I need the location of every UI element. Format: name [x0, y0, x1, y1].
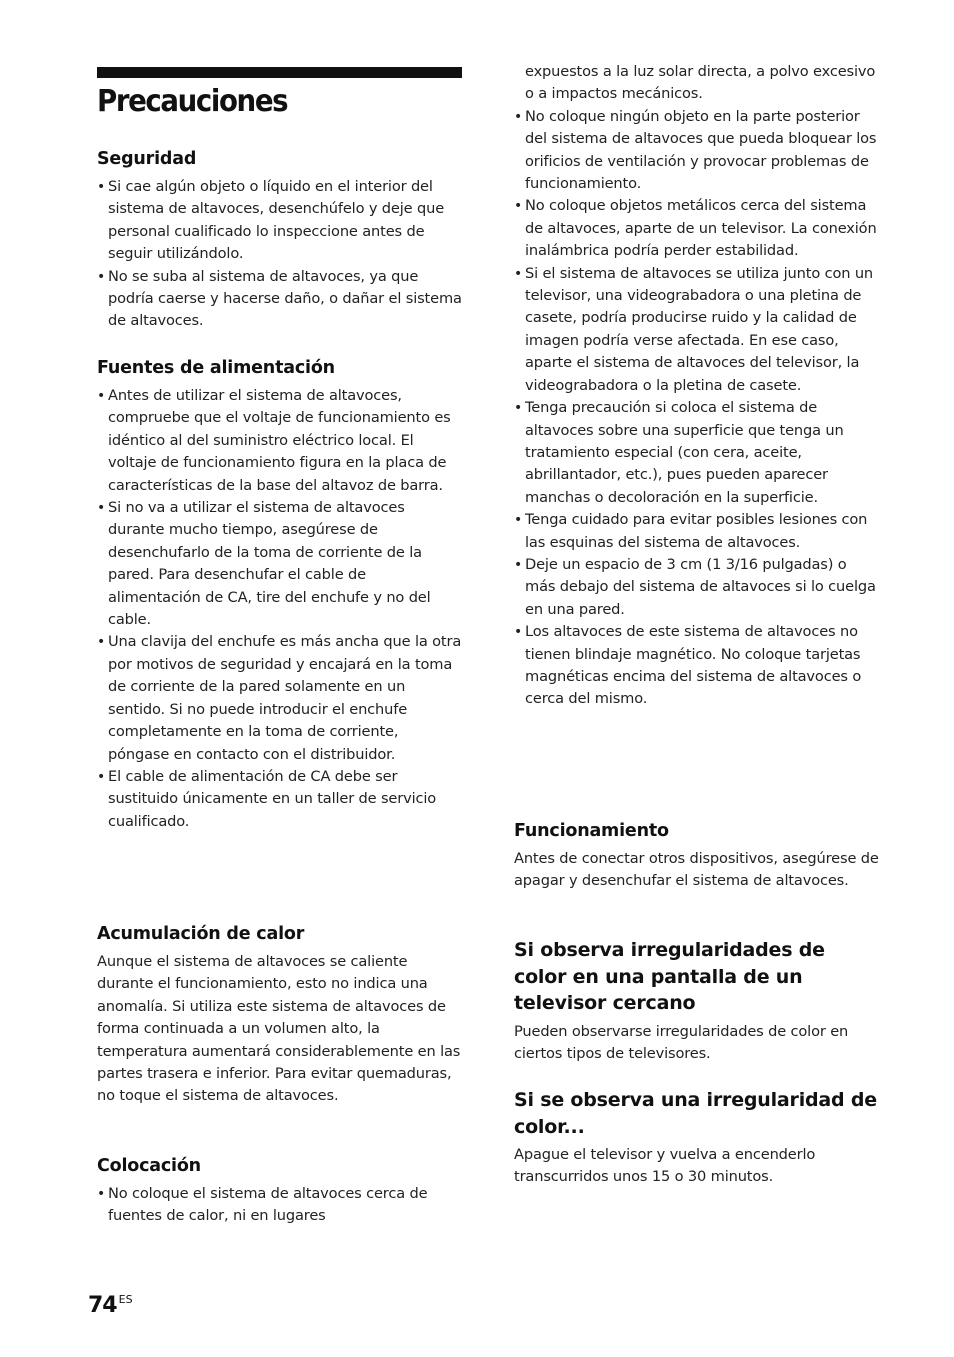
list-item-text: Una clavija del enchufe es más ancha que la otra por motivos de seguridad y encajará en la toma de corriente de la pared solamente en un sentido. Si no puede introducir el enchufe completamente en la toma de corriente, póngase en contacto con el distribuidor. — [108, 633, 462, 763]
list-item: • No coloque objetos metálicos cerca del sistema de altavoces, aparte de un televisor. La conexión inalámbrica podría perder estabilidad. — [514, 197, 877, 260]
list-item-text: Tenga precaución si coloca el sistema de altavoces sobre una superficie que tenga un tratamiento especial (con cera, aceite, abrillantador, etc.), pues pueden aparecer manchas o decoloración en la superficie. — [525, 399, 844, 506]
list-item: • El cable de alimentación de CA debe ser sustituido únicamente en un taller de servicio cualificado. — [97, 767, 437, 830]
section-text: Pueden observarse irregularidades de color en ciertos tipos de televisores. — [514, 1022, 849, 1062]
list-item-text: Si el sistema de altavoces se utiliza junto con un televisor, una videograbadora o una pletina de casete, podría producirse ruido y la calidad de imagen podría verse afectada. En ese caso, aparte el sistema de altavoces del televisor, la videograbadora o la pletina de casete. — [525, 264, 874, 394]
list-item: • Antes de utilizar el sistema de altavoces, compruebe que el voltaje de funcionamiento es idéntico al del suministro eléctrico local. El voltaje de funcionamiento figura en la placa de características de la base del altavoz de barra. — [97, 387, 451, 494]
section-heading: Fuentes de alimentación — [97, 358, 335, 378]
bullet-list — [97, 385, 462, 833]
section-seguridad — [97, 146, 462, 333]
section-heading: Funcionamiento — [514, 821, 669, 841]
list-item-text: Deje un espacio de 3 cm (1 3/16 pulgadas) o más debajo del sistema de altavoces si lo cuelga en una pared. — [525, 555, 876, 618]
colocacion-continued — [514, 61, 880, 711]
section-text: Aunque el sistema de altavoces se caliente durante el funcionamiento, esto no indica una anomalía. Si utiliza este sistema de altavoces de forma continuada a un volumen alto, la temperatura aumentará considerablemente en las partes trasera e inferior. Para evitar quemaduras, no toque el sistema de altavoces. — [97, 953, 461, 1105]
list-item-text: Antes de utilizar el sistema de altavoces, compruebe que el voltaje de funcionamiento es idéntico al del suministro eléctrico local. El voltaje de funcionamiento figura en la placa de características de la base del altavoz de barra. — [108, 387, 451, 494]
list-item: • Los altavoces de este sistema de altavoces no tienen blindaje magnético. No coloque tarjetas magnéticas encima del sistema de altavoces o cerca del mismo. — [514, 623, 862, 708]
list-item-text: Los altavoces de este sistema de altavoces no tienen blindaje magnético. No coloque tarjetas magnéticas encima del sistema de altavoces o cerca del mismo. — [525, 623, 862, 708]
section-heading: Seguridad — [97, 149, 197, 169]
page-title: Precauciones — [97, 84, 288, 119]
title-rule — [97, 67, 462, 78]
section-heading: Si observa irregularidades de color en una pantalla de un televisor cercano — [514, 939, 825, 1014]
section-funcionamiento — [514, 818, 880, 893]
list-item-text: No coloque objetos metálicos cerca del sistema de altavoces, aparte de un televisor. La conexión inalámbrica podría perder estabilidad. — [525, 197, 877, 260]
page-number-value: 74 — [88, 1293, 117, 1318]
list-item: • Deje un espacio de 3 cm (1 3/16 pulgadas) o más debajo del sistema de altavoces si lo cuelga en una pared. — [514, 555, 876, 618]
page-number — [88, 1293, 133, 1318]
section-fuentes — [97, 355, 462, 833]
section-heading: Colocación — [97, 1156, 201, 1176]
list-item: • Tenga cuidado para evitar posibles lesiones con las esquinas del sistema de altavoces. — [514, 511, 868, 551]
list-item: • Tenga precaución si coloca el sistema de altavoces sobre una superficie que tenga un tratamiento especial (con cera, aceite, abrillantador, etc.), pues pueden aparecer manchas o decoloración en la superficie. — [514, 399, 844, 506]
section-colocacion — [97, 1153, 462, 1228]
section-text: Apague el televisor y vuelva a encenderlo transcurridos unos 15 o 30 minutos. — [514, 1146, 816, 1186]
list-item: • No coloque ningún objeto en la parte posterior del sistema de altavoces que pueda bloquear los orificios de ventilación y provocar problemas de funcionamiento. — [514, 107, 877, 193]
list-item: • Si no va a utilizar el sistema de altavoces durante mucho tiempo, asegúrese de desenchufarlo de la toma de corriente de la pared. Para desenchufar el cable de alimentación de CA, tire del enchufe y no del cable. — [97, 499, 431, 629]
section-irregularidad — [514, 1087, 880, 1189]
list-item-text: No coloque ningún objeto en la parte posterior del sistema de altavoces que pueda bloquear los orificios de ventilación y provocar problemas de funcionamiento. — [525, 107, 877, 193]
section-calor — [97, 921, 462, 1108]
section-text: Antes de conectar otros dispositivos, asegúrese de apagar y desenchufar el sistema de altavoces. — [514, 850, 879, 890]
list-item-text: Si cae algún objeto o líquido en el interior del sistema de altavoces, desenchúfelo y deje que personal cualificado lo inspeccione antes de seguir utilizándolo. — [108, 178, 445, 263]
list-item-text: Tenga cuidado para evitar posibles lesiones con las esquinas del sistema de altavoces. — [525, 511, 868, 551]
list-item-continuation — [514, 61, 880, 106]
section-heading: Si se observa una irregularidad de color... — [514, 1089, 877, 1138]
section-irregularidades — [514, 937, 880, 1065]
list-item-text: No se suba al sistema de altavoces, ya que podría caerse y hacerse daño, o dañar el sistema de altavoces. — [108, 267, 462, 330]
list-item-text: El cable de alimentación de CA debe ser sustituido únicamente en un taller de servicio cualificado. — [108, 767, 437, 830]
section-heading: Acumulación de calor — [97, 924, 305, 944]
bullet-list — [97, 1183, 462, 1228]
bullet-list — [97, 176, 462, 333]
list-item-text: expuestos a la luz solar directa, a polvo excesivo o a impactos mecánicos. — [525, 63, 876, 103]
list-item: • Si el sistema de altavoces se utiliza junto con un televisor, una videograbadora o una pletina de casete, podría producirse ruido y la calidad de imagen podría verse afectada. En ese caso, aparte el sistema de altavoces del televisor, la videograbadora o la pletina de casete. — [514, 264, 874, 394]
list-item: • Si cae algún objeto o líquido en el interior del sistema de altavoces, desenchúfelo y deje que personal cualificado lo inspeccione antes de seguir utilizándolo. — [97, 178, 445, 263]
list-item: • No coloque el sistema de altavoces cerca de fuentes de calor, ni en lugares — [97, 1185, 428, 1225]
list-item: • No se suba al sistema de altavoces, ya que podría caerse y hacerse daño, o dañar el sistema de altavoces. — [97, 267, 462, 330]
list-item-text: Si no va a utilizar el sistema de altavoces durante mucho tiempo, asegúrese de desenchufarlo de la toma de corriente de la pared. Para desenchufar el cable de alimentación de CA, tire del enchufe y no del cable. — [108, 499, 431, 629]
bullet-list — [514, 106, 880, 711]
page-number-suffix: ES — [118, 1293, 133, 1306]
list-item: • Una clavija del enchufe es más ancha que la otra por motivos de seguridad y encajará en la toma de corriente de la pared solamente en un sentido. Si no puede introducir el enchufe completamente en la toma de corriente, póngase en contacto con el distribuidor. — [97, 633, 462, 763]
list-item-text: No coloque el sistema de altavoces cerca de fuentes de calor, ni en lugares — [108, 1185, 428, 1225]
